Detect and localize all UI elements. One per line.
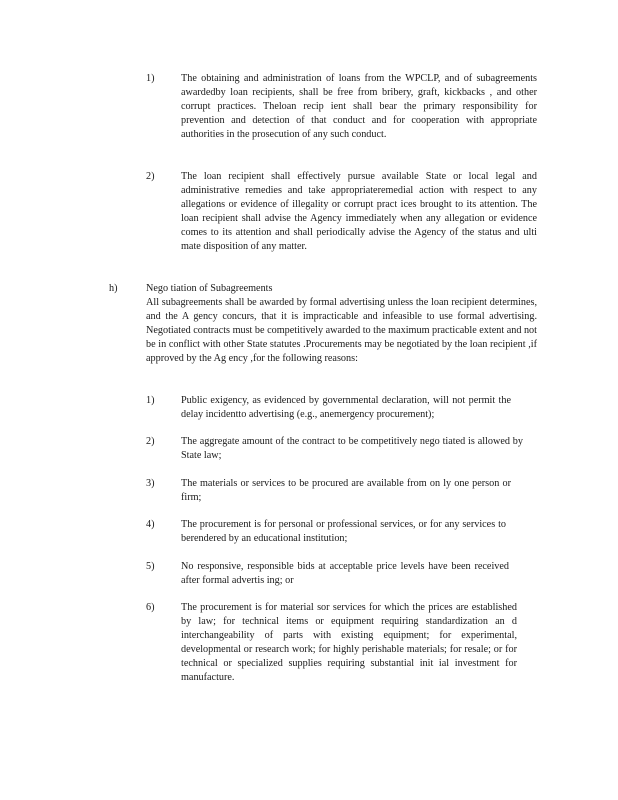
reason-paragraph: The aggregate amount of the contract to be competitively nego tiated is allowed by State law; <box>181 436 523 461</box>
reason-number: 5) <box>146 561 155 572</box>
reason-number: 6) <box>146 602 155 613</box>
reason-number: 2) <box>146 436 155 447</box>
reason-number: 4) <box>146 519 155 530</box>
item-paragraph: The loan recipient shall effectively pursue available State or local legal and administrative remedies and take appropriateremedial action with respect to any allegations or evidence of illegality or corrupt pract ices brought to its attention. The loan recipient shall advise the Agency immediately when any allegation or evidence comes to its attention and shall periodically advise the Agency of the status and ulti mate disposition of any matter. <box>181 171 537 252</box>
section-letter: h) <box>109 283 118 294</box>
reason-paragraph: The procurement is for personal or professional services, or for any services to berendered by an educational institution; <box>181 519 506 544</box>
reason-number: 1) <box>146 395 155 406</box>
reason-number: 3) <box>146 478 155 489</box>
item-number: 2) <box>146 171 155 182</box>
reason-paragraph: The materials or services to be procured are available from on ly one person or firm; <box>181 478 511 503</box>
reason-paragraph: No responsive, responsible bids at acceptable price levels have been received after formal advertis ing; or <box>181 561 509 586</box>
item-number: 1) <box>146 73 155 84</box>
section-paragraph: All subagreements shall be awarded by formal advertising unless the loan recipient determines, and the A gency concurs, that it is impracticable and infeasible to use formal advertising. Negotiated contracts must be competitively awarded to the maximum practicable extent and not be in conflict with other State statutes .Procurements may be negotiated by the loan recipient ,if approved by the Ag ency ,for the following reasons: <box>146 297 537 364</box>
item-paragraph: The obtaining and administration of loans from the WPCLP, and of subagreements awardedby loan recipients, shall be free from bribery, graft, kickbacks , and other corrupt practices. Theloan recip ient shall bear the primary responsibility for prevention and detection of that conduct and for cooperation with appropriate authorities in the prosecution of any such conduct. <box>181 73 537 140</box>
reason-paragraph: The procurement is for material sor services for which the prices are established by law; for technical items or equipment requiring standardization an d interchangeability of parts with existing equipment; for experimental, developmental or research work; for highly perishable materials; for resale; or for technical or specialized supplies requiring substantial init ial investment for manufacture. <box>181 602 517 683</box>
section-heading: Nego tiation of Subagreements <box>146 283 273 294</box>
reason-paragraph: Public exigency, as evidenced by governmental declaration, will not permit the delay incidentto advertising (e.g., anemergency procurement); <box>181 395 511 420</box>
